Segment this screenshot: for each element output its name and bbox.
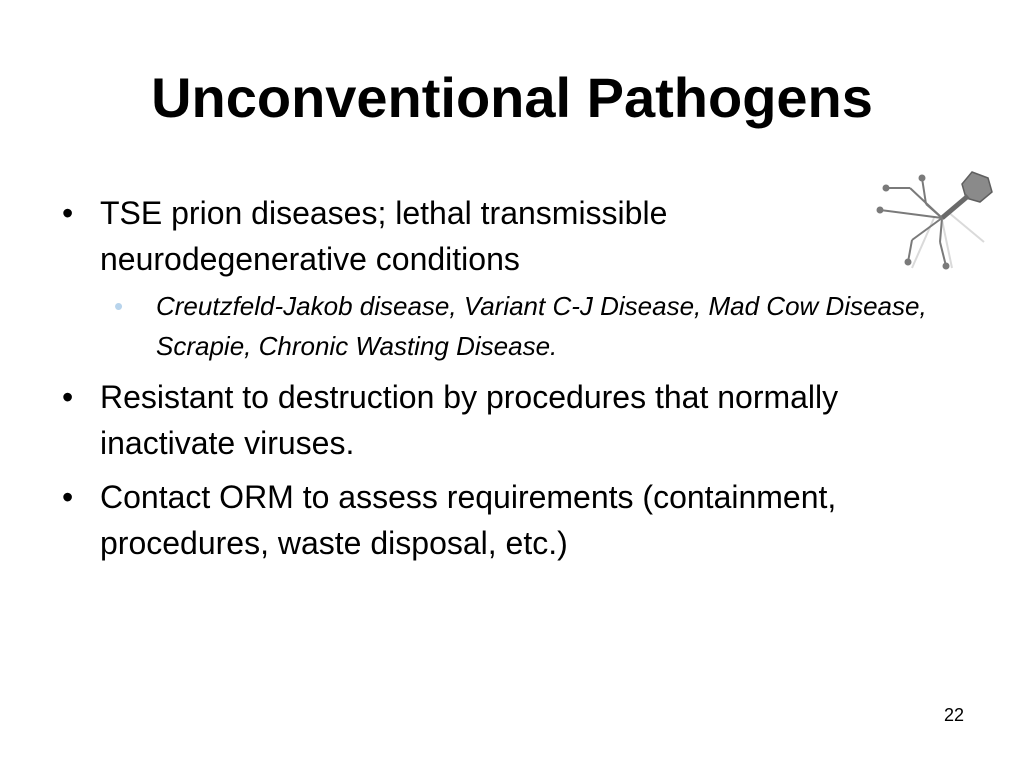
bullet-marker: • xyxy=(62,379,74,415)
bullet-item xyxy=(56,474,956,566)
bullet-item xyxy=(56,190,956,366)
bullet-text: Contact ORM to assess requirements (containment, procedures, waste disposal, etc.) xyxy=(100,479,837,561)
page-number: 22 xyxy=(943,705,964,725)
sub-bullet-marker: • xyxy=(114,291,124,321)
bullet-text: TSE prion diseases; lethal transmissible neurodegenerative conditions xyxy=(100,195,668,277)
sub-bullet-text: Creutzfeld-Jakob disease, Variant C-J Disease, Mad Cow Disease, Scrapie, Chronic Wasting Disease. xyxy=(156,291,927,361)
bullet-text: Resistant to destruction by procedures that normally inactivate viruses. xyxy=(100,379,839,461)
sub-bullet-item xyxy=(108,286,956,366)
bullet-item xyxy=(56,374,956,466)
bullet-marker: • xyxy=(62,479,74,515)
bacteriophage-icon xyxy=(872,168,994,272)
bullet-marker: • xyxy=(62,195,74,231)
slide-title: Unconventional Pathogens xyxy=(151,66,873,129)
sub-bullet-list xyxy=(100,286,956,366)
bullet-list xyxy=(56,190,956,574)
